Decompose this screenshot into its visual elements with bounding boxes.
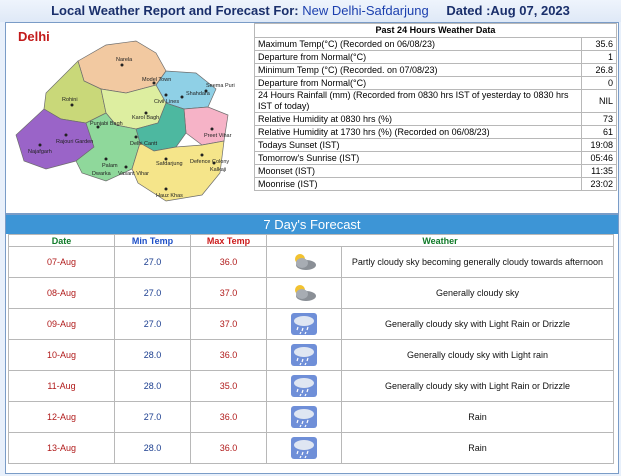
rain-icon xyxy=(289,411,319,421)
obs-label: Relative Humidity at 0830 hrs (%) xyxy=(255,113,582,126)
forecast-min-temp: 28.0 xyxy=(115,371,191,402)
map-title: Delhi xyxy=(18,29,50,44)
rain-icon xyxy=(289,442,319,452)
forecast-row xyxy=(9,371,614,402)
map-label-palam: Palam xyxy=(102,163,118,169)
obs-label: 24 Hours Rainfall (mm) (Recorded from 0830 hrs IST of yesterday to 0830 hrs IST of today) xyxy=(255,90,582,113)
rain-icon xyxy=(289,318,319,328)
forecast-min-temp: 28.0 xyxy=(115,433,191,464)
obs-value: 1 xyxy=(582,51,617,64)
forecast-min-temp: 27.0 xyxy=(115,309,191,340)
map-label-rohini: Rohini xyxy=(62,97,78,103)
obs-value: 61 xyxy=(582,126,617,139)
map-label-delhi-cantt: Delhi Cantt xyxy=(130,141,158,147)
obs-label: Maximum Temp(°C) (Recorded on 06/08/23) xyxy=(255,38,582,51)
forecast-row xyxy=(9,433,614,464)
delhi-map xyxy=(6,23,252,213)
map-label-kalkaji: Kalkaji xyxy=(210,167,227,173)
col-weather-header: Weather xyxy=(267,235,614,247)
forecast-description: Generally cloudy sky with Light Rain or Drizzle xyxy=(342,309,614,340)
observations-table xyxy=(254,23,617,191)
forecast-row xyxy=(9,278,614,309)
map-label-civil-lines: Civil Lines xyxy=(154,99,180,105)
forecast-min-temp: 28.0 xyxy=(115,340,191,371)
obs-value: 26.8 xyxy=(582,64,617,77)
forecast-min-temp: 27.0 xyxy=(115,247,191,278)
forecast-date: 13-Aug xyxy=(9,433,115,464)
forecast-panel xyxy=(5,214,619,474)
table-row xyxy=(255,51,617,64)
forecast-description: Partly cloudy sky becoming generally cloudy towards afternoon xyxy=(342,247,614,278)
map-label-safdarjung: Safdarjung xyxy=(156,161,183,167)
obs-value: 0 xyxy=(582,77,617,90)
forecast-icon-cell xyxy=(267,247,342,278)
obs-value: 11:35 xyxy=(582,165,617,178)
forecast-date: 08-Aug xyxy=(9,278,115,309)
top-panel xyxy=(5,22,619,214)
forecast-date: 11-Aug xyxy=(9,371,115,402)
forecast-description: Generally cloudy sky xyxy=(342,278,614,309)
table-row xyxy=(255,178,617,191)
map-label-punjabi-bagh: Punjabi Bagh xyxy=(90,121,123,127)
forecast-row xyxy=(9,309,614,340)
forecast-date: 07-Aug xyxy=(9,247,115,278)
map-label-karol-bagh: Karol Bagh xyxy=(132,115,160,121)
header-date: Dated :Aug 07, 2023 xyxy=(446,3,570,18)
map-label-narela: Narela xyxy=(116,57,133,63)
map-label-preet-vihar: Preet Vihar xyxy=(204,133,232,139)
obs-label: Relative Humidity at 1730 hrs (%) (Recorded on 06/08/23) xyxy=(255,126,582,139)
forecast-icon-cell xyxy=(267,309,342,340)
partly-cloudy-icon xyxy=(289,287,319,297)
rain-icon xyxy=(289,380,319,390)
forecast-row xyxy=(9,340,614,371)
obs-value: 35.6 xyxy=(582,38,617,51)
observations-heading: Past 24 Hours Weather Data xyxy=(255,24,617,38)
forecast-icon-cell xyxy=(267,433,342,464)
obs-label: Moonrise (IST) xyxy=(255,178,582,191)
obs-value: 05:46 xyxy=(582,152,617,165)
obs-label: Departure from Normal(°C) xyxy=(255,77,582,90)
forecast-body xyxy=(9,247,614,464)
map-label-dwarka: Dwarka xyxy=(92,171,111,177)
forecast-max-temp: 36.0 xyxy=(191,340,267,371)
forecast-icon-cell xyxy=(267,340,342,371)
map-label-najafgarh: Najafgarh xyxy=(28,149,52,155)
map-region-east xyxy=(184,107,228,145)
forecast-table xyxy=(8,234,614,464)
obs-label: Departure from Normal(°C) xyxy=(255,51,582,64)
obs-value: 23:02 xyxy=(582,178,617,191)
table-row xyxy=(255,126,617,139)
col-min-header: Min Temp xyxy=(115,235,191,247)
forecast-row xyxy=(9,247,614,278)
map-label-seema-puri: Seema Puri xyxy=(206,83,235,89)
obs-label: Todays Sunset (IST) xyxy=(255,139,582,152)
table-row xyxy=(255,113,617,126)
table-row xyxy=(255,77,617,90)
map-label-hauz-khas: Hauz Khas xyxy=(156,193,183,199)
col-date-header: Date xyxy=(9,235,115,247)
partly-cloudy-icon xyxy=(289,256,319,266)
forecast-min-temp: 27.0 xyxy=(115,402,191,433)
map-label-shahdara: Shahdara xyxy=(186,91,210,97)
page-header xyxy=(0,0,621,22)
forecast-header-row xyxy=(9,235,614,247)
forecast-icon-cell xyxy=(267,371,342,402)
table-row xyxy=(255,152,617,165)
forecast-max-temp: 36.0 xyxy=(191,247,267,278)
header-location: New Delhi-Safdarjung xyxy=(302,3,429,18)
col-max-header: Max Temp xyxy=(191,235,267,247)
forecast-date: 12-Aug xyxy=(9,402,115,433)
obs-value: 19:08 xyxy=(582,139,617,152)
forecast-description: Generally cloudy sky with Light Rain or Drizzle xyxy=(342,371,614,402)
forecast-max-temp: 36.0 xyxy=(191,433,267,464)
forecast-description: Generally cloudy sky with Light rain xyxy=(342,340,614,371)
rain-icon xyxy=(289,349,319,359)
forecast-description: Rain xyxy=(342,402,614,433)
obs-value: 73 xyxy=(582,113,617,126)
forecast-date: 09-Aug xyxy=(9,309,115,340)
obs-label: Moonset (IST) xyxy=(255,165,582,178)
table-row xyxy=(255,90,617,113)
forecast-title: 7 Day's Forecast xyxy=(6,215,618,234)
forecast-max-temp: 35.0 xyxy=(191,371,267,402)
table-row xyxy=(255,139,617,152)
forecast-description: Rain xyxy=(342,433,614,464)
forecast-icon-cell xyxy=(267,402,342,433)
map-label-model-town: Model Town xyxy=(142,77,172,83)
table-row xyxy=(255,64,617,77)
obs-value: NIL xyxy=(582,90,617,113)
header-title: Local Weather Report and Forecast For: xyxy=(51,3,299,18)
forecast-icon-cell xyxy=(267,278,342,309)
forecast-min-temp: 27.0 xyxy=(115,278,191,309)
forecast-row xyxy=(9,402,614,433)
forecast-date: 10-Aug xyxy=(9,340,115,371)
forecast-max-temp: 36.0 xyxy=(191,402,267,433)
map-label-rajouri-garden: Rajouri Garden xyxy=(56,139,94,145)
obs-label: Tomorrow's Sunrise (IST) xyxy=(255,152,582,165)
table-row xyxy=(255,38,617,51)
table-row xyxy=(255,165,617,178)
forecast-max-temp: 37.0 xyxy=(191,309,267,340)
map-label-defence-colony: Defence Colony xyxy=(190,159,230,165)
forecast-max-temp: 37.0 xyxy=(191,278,267,309)
delhi-map-graphic xyxy=(6,23,252,213)
obs-label: Minimum Temp (°C) (Recorded. on 07/08/23) xyxy=(255,64,582,77)
map-label-vasant-vihar: Vasant Vihar xyxy=(118,171,149,177)
